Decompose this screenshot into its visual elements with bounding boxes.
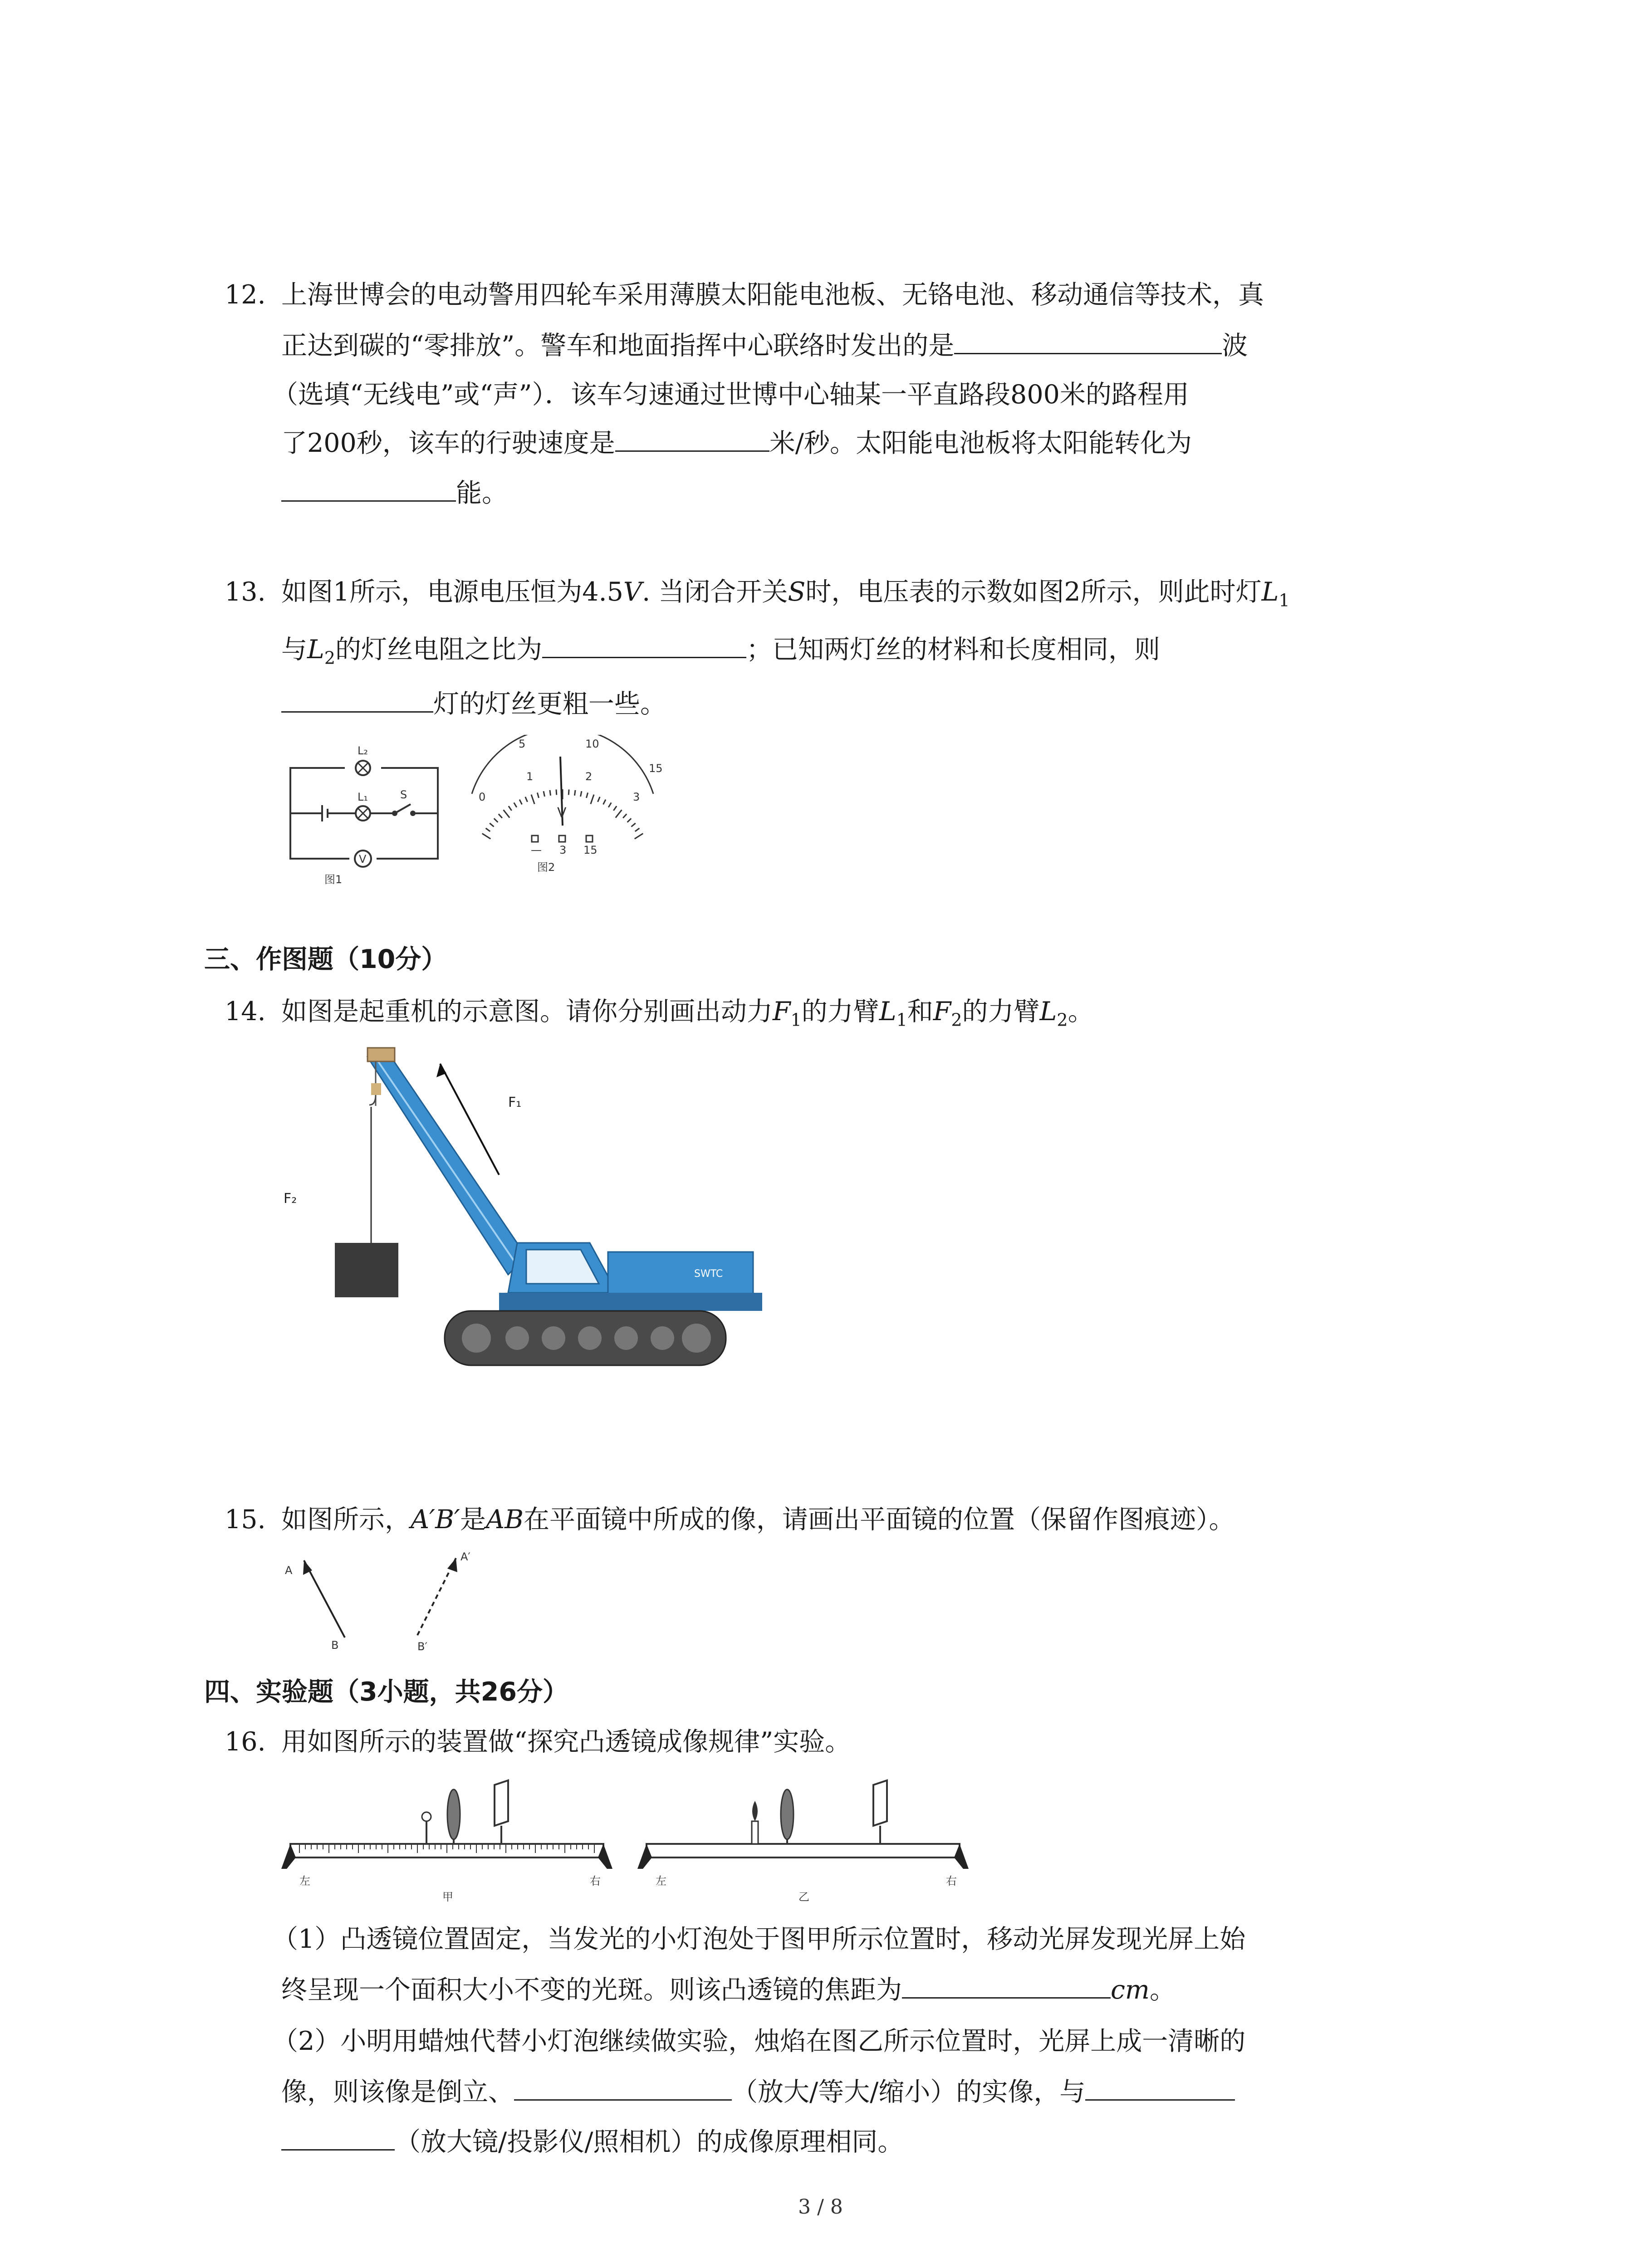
q13-line-1 [281, 574, 1290, 618]
q14-F1: F [773, 997, 791, 1026]
q12-blank-1[interactable] [954, 327, 1222, 354]
label-A-prime: A′ [460, 1550, 470, 1563]
q14-text-a: 如图是起重机的示意图。请你分别画出动力 [281, 997, 773, 1026]
dial-tick [568, 789, 569, 795]
q16-p1-text: 终呈现一个面积大小不变的光斑。则该凸透镜的焦距为 [281, 1975, 902, 2005]
q15-AB: AB [485, 1505, 524, 1535]
label-B-prime: B′ [417, 1640, 427, 1653]
lamp-L2-icon [345, 760, 381, 776]
q16-p2-line-3 [281, 2123, 903, 2160]
switch-icon [393, 804, 415, 815]
q14-text-d: 的力臂 [962, 997, 1040, 1026]
q16-p1-end: 。 [1149, 1975, 1176, 2005]
dial-tick [613, 806, 617, 811]
q14-F2-sub: 2 [951, 1010, 962, 1030]
jia-right: 右 [590, 1875, 601, 1887]
lens-icon [447, 1789, 460, 1839]
q16-blank-4[interactable] [281, 2123, 395, 2151]
q15-mirror-figure [277, 1547, 513, 1660]
lens-icon [781, 1789, 794, 1839]
question-number-14: 14. [225, 997, 266, 1026]
q14-text-e: 。 [1068, 997, 1094, 1026]
q15-text-a: 如图所示， [281, 1505, 411, 1535]
q16-p2-line-1: （2）小明用蜡烛代替小灯泡继续做实验，烛焰在图乙所示位置时，光屏上成一清晰的 [272, 2026, 1246, 2056]
jia-left: 左 [299, 1875, 310, 1887]
dial-tick [490, 823, 494, 827]
terminal-3: 3 [559, 844, 567, 856]
bulb-icon [422, 1812, 431, 1821]
q16-p2-text-b: （放大/等大/缩小）的实像，与 [732, 2077, 1086, 2107]
q12-line-1: 上海世博会的电动警用四轮车采用薄膜太阳能电池板、无铬电池、移动通信等技术，真 [281, 280, 1264, 310]
dial-tick [586, 793, 588, 798]
dial-unit-V: V [557, 805, 567, 821]
q12-line-3: （选填“无线电”或“声”）．该车匀速通过世博中心轴某一平直路段800米的路程用 [272, 380, 1189, 410]
label-A: A [285, 1564, 293, 1577]
q13-line-2 [281, 631, 1160, 676]
q12-line-2-suffix: 波 [1222, 331, 1248, 361]
terminal-icons [532, 836, 593, 842]
brand-label: SWTC [694, 1268, 723, 1280]
dial-bottom-0: 0 [479, 791, 486, 803]
q16-bench-jia [281, 1771, 617, 1907]
q16-p2-line-2 [281, 2073, 1235, 2110]
dial-tick [556, 789, 557, 795]
dial-bottom-1: 1 [526, 770, 534, 783]
dial-tick [627, 818, 632, 822]
q13-l1-text-c: 时，电压表的示数如图2所示，则此时灯 [805, 577, 1262, 607]
q16-p1-unit: cm [1111, 1975, 1150, 2005]
q12-line-4 [281, 424, 1192, 461]
dial-tick [486, 828, 490, 831]
lamp-L1-icon [356, 806, 370, 821]
q13-line-3 [281, 685, 666, 722]
dial-tick [603, 800, 606, 805]
q13-l2-text-b: 的灯丝电阻之比为 [335, 635, 543, 665]
q14-line [281, 993, 1094, 1038]
dial-top-10: 10 [585, 738, 599, 750]
load-block [335, 1243, 398, 1297]
q16-blank-2[interactable] [514, 2073, 732, 2101]
hook-block [371, 1083, 381, 1095]
dial-tick [504, 810, 510, 817]
boom-head [367, 1048, 395, 1061]
flame-icon [752, 1801, 758, 1821]
battery-icon [322, 805, 328, 821]
q13-l1-volt: V [623, 577, 642, 607]
dial-tick [519, 800, 522, 805]
screen-icon [495, 1780, 508, 1826]
dial-tick [631, 823, 635, 827]
q13-l2-text-c: ；已知两灯丝的材料和长度相同，则 [746, 635, 1161, 665]
fig2-caption: 图2 [537, 861, 555, 874]
q13-l2-lamp-sub: 2 [324, 648, 336, 668]
yi-left: 左 [656, 1875, 666, 1887]
dial-bottom-3: 3 [633, 791, 640, 803]
dial-tick [550, 790, 551, 796]
q13-l1-text-a: 如图1所示，电源电压恒为4.5 [281, 577, 623, 607]
q12-line-4-text: 了200秒，该车的行驶速度是 [281, 428, 615, 458]
q14-L1: L [879, 997, 896, 1026]
dial-tick [623, 814, 627, 818]
section-3-title: 三、作图题（10分） [204, 944, 447, 974]
terminal-minus: — [531, 844, 542, 856]
question-number-12: 12. [225, 280, 266, 310]
dial-tick [531, 795, 534, 804]
q13-l1-text-b: . 当闭合开关 [642, 577, 788, 607]
dial-tick [574, 790, 575, 796]
question-number-15: 15. [225, 1505, 266, 1535]
page-number: 3 / 8 [798, 2195, 843, 2219]
q13-circuit-figure [281, 737, 445, 887]
fig1-caption: 图1 [324, 873, 343, 886]
q16-blank-3[interactable] [1085, 2073, 1235, 2101]
q14-F2: F [933, 997, 951, 1026]
section-4-title: 四、实验题（3小题，共26分） [204, 1677, 568, 1707]
label-F1: F₁ [508, 1095, 522, 1110]
q13-blank-1[interactable] [542, 631, 746, 658]
q16-line: 用如图所示的装置做“探究凸透镜成像规律”实验。 [281, 1727, 851, 1757]
q15-text-c: 在平面镜中所成的像，请画出平面镜的位置（保留作图痕迹）。 [524, 1505, 1235, 1535]
crane-body [608, 1252, 753, 1297]
fig1-label-S: S [400, 788, 407, 801]
dial-tick [525, 797, 528, 802]
q16-p1-line-1: （1）凸透镜位置固定，当发光的小灯泡处于图甲所示位置时，移动光屏发现光屏上始 [272, 1924, 1246, 1954]
object-AB [304, 1560, 345, 1637]
q13-l2-lamp: L [307, 635, 324, 665]
q12-line-2-text: 正达到碳的“零排放”。警车和地面指挥中心联络时发出的是 [281, 331, 955, 361]
q14-text-b: 的力臂 [801, 997, 879, 1026]
q12-line-5 [281, 474, 508, 511]
question-number-16: 16. [225, 1727, 266, 1757]
question-number-13: 13. [225, 577, 266, 607]
q13-voltmeter-figure [454, 735, 671, 875]
image-AB [417, 1558, 456, 1635]
label-B: B [331, 1639, 339, 1652]
dial-tick [482, 833, 491, 839]
q12-blank-2[interactable] [615, 424, 769, 452]
dial-tick [598, 797, 600, 802]
q16-blank-1[interactable] [902, 1971, 1111, 1999]
screen-icon [873, 1780, 887, 1826]
dial-tick [509, 806, 512, 811]
q12-blank-3[interactable] [281, 474, 456, 502]
yi-right: 右 [946, 1875, 957, 1887]
q14-F1-sub: 1 [790, 1010, 802, 1030]
dial-arc [472, 735, 653, 794]
candle-icon [752, 1821, 758, 1844]
dial-tick [591, 795, 594, 804]
dial-top-5: 5 [519, 738, 526, 750]
fig1-label-L1: L₁ [358, 791, 368, 803]
dial-tick [616, 810, 622, 817]
dial-tick [581, 791, 582, 797]
q12-line-2 [281, 327, 1248, 364]
yi-caption: 乙 [798, 1891, 809, 1903]
hook-icon [369, 1095, 376, 1105]
jia-caption: 甲 [442, 1891, 453, 1903]
dial-tick [537, 793, 539, 798]
q16-p2-text-c: （放大镜/投影仪/照相机）的成像原理相同。 [395, 2127, 904, 2157]
q14-L1-sub: 1 [896, 1010, 907, 1030]
q13-l3-text: 灯的灯丝更粗一些。 [433, 689, 666, 719]
fig1-label-L2: L₂ [358, 744, 368, 757]
q15-line [281, 1501, 1235, 1538]
q15-text-b: 是 [460, 1505, 486, 1535]
q14-L2: L [1039, 997, 1057, 1026]
dial-tick [514, 802, 517, 807]
q13-blank-2[interactable] [281, 685, 433, 713]
fig1-label-V: V [359, 853, 367, 865]
q14-text-c: 和 [907, 997, 933, 1026]
dial-tick [494, 818, 498, 822]
dial-bottom-2: 2 [585, 770, 593, 783]
q13-l1-switch: S [788, 577, 806, 607]
voltmeter-icon [349, 850, 377, 867]
dial-tick [608, 802, 611, 807]
q13-l2-text-a: 与 [281, 635, 307, 665]
q15-AB-image: A′B′ [411, 1505, 460, 1535]
dial-top-15: 15 [649, 762, 663, 775]
q16-bench-yi [637, 1771, 973, 1907]
q12-line-5-suffix: 能。 [456, 478, 508, 508]
terminal-15: 15 [583, 844, 598, 856]
q16-p2-text-a: 像，则该像是倒立、 [281, 2077, 514, 2107]
q13-l1-lamp: L [1261, 577, 1279, 607]
q16-p1-line-2 [281, 1971, 1176, 2008]
dial-tick [499, 814, 502, 818]
q14-crane-figure [272, 1039, 808, 1383]
dial-tick [635, 828, 640, 831]
dial-tick [635, 833, 643, 839]
bench-rail [647, 1844, 960, 1857]
q14-L2-sub: 2 [1057, 1010, 1068, 1030]
q12-line-4-suffix: 米/秒。太阳能电池板将太阳能转化为 [769, 428, 1192, 458]
label-F2: F₂ [284, 1191, 297, 1207]
q13-l1-lamp-sub: 1 [1279, 590, 1290, 611]
